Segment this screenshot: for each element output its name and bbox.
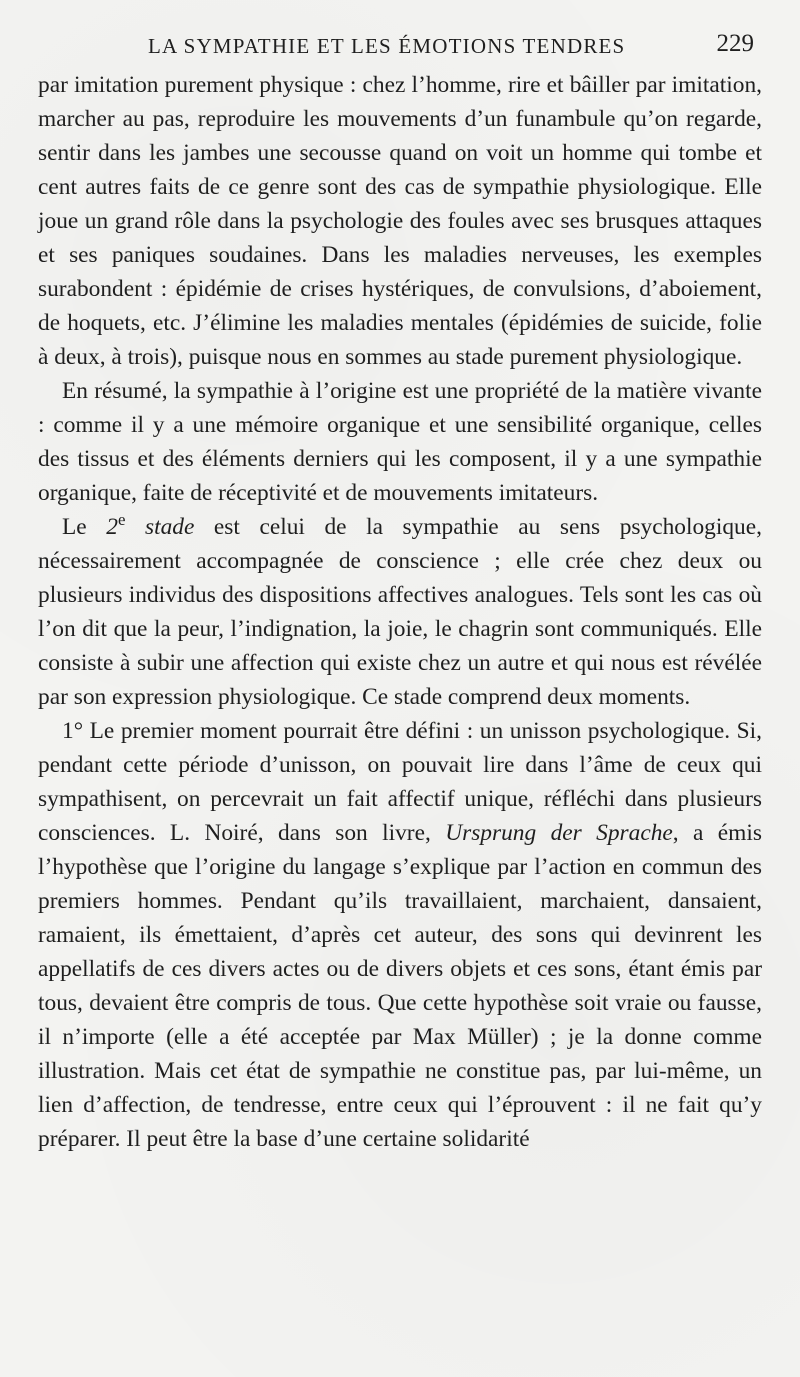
paragraph-4-end: , a émis l’hypothèse que l’origine du langage s’explique par l’action en commun des premiers hommes. Pendant qu’ils travaillaient, marchaient, dansaient, ramaient, ils émettaient, d’après cet auteur, des sons qui devinrent les appellatifs de ces divers actes ou de divers objets et ces sons, étant émis par tous, devaient être compris de tous. Que cette hypothèse soit vraie ou fausse, il n’importe (elle a été acceptée par Max Müller) ; je la donne comme illustration. Mais cet état de sympathie ne constitue pas, par lui-même, un lien d’affection, de tendresse, entre ceux qui l’éprouvent : il ne fait qu’y préparer. Il peut être la base d’une certaine solidarité: [38, 820, 762, 1152]
paragraph-3-rest: est celui de la sympathie au sens psychologique, nécessairement accompagnée de conscience ; elle crée chez deux ou plusieurs individus des dispositions affectives analogues. Tels sont les cas où l’on dit que la peur, l’indignation, la joie, le chagrin sont communiqués. Elle consiste à subir une affection qui existe chez un autre et qui nous est révélée par son expression physiologique. Ce stade comprend deux moments.: [38, 514, 762, 710]
running-head: LA SYMPATHIE ET LES ÉMOTIONS TENDRES: [148, 34, 626, 58]
paragraph-3-prefix: Le: [62, 514, 107, 540]
paragraph-3: [38, 510, 762, 714]
paragraph-4-start: 1° Le premier moment pourrait être défini : un unisson psychologique. Si, pendant cette période d’unisson, on pouvait lire dans l’âme de ceux qui sympathisent, on percevrait un fait affectif unique, réfléchi dans plusieurs consciences. L. Noiré, dans son livre,: [38, 718, 762, 846]
page-body: [38, 68, 762, 1156]
paragraph-4: [38, 714, 762, 1156]
stage-label: stade: [125, 514, 195, 540]
page-number: 229: [716, 30, 754, 57]
paragraph-1: par imitation purement physique : chez l’homme, rire et bâiller par imitation, marcher au pas, reproduire les mouvements d’un funambule qu’on regarde, sentir dans les jambes une secousse quand on voit un homme qui tombe et cent autres faits de ce genre sont des cas de sympathie physiologique. Elle joue un grand rôle dans la psychologie des foules avec ses brusques attaques et ses paniques soudaines. Dans les maladies nerveuses, les exemples surabondent : épidémie de crises hystériques, de convulsions, d’aboiement, de hoquets, etc. J’élimine les maladies mentales (épidémies de suicide, folie à deux, à trois), puisque nous en sommes au stade purement physiologique.: [38, 72, 762, 370]
book-title: Ursprung der Sprache: [445, 820, 673, 846]
stage-superscript: e: [117, 510, 126, 530]
paragraph-2: En résumé, la sympathie à l’origine est une propriété de la matière vivante : comme il y a une mémoire organique et une sensibilité organique, celles des tissus et des éléments derniers qui les composent, il y a une sympathie organique, faite de réceptivité et de mouvements imitateurs.: [38, 378, 762, 506]
page-header: [38, 30, 762, 66]
stage-number: 2: [106, 514, 118, 540]
